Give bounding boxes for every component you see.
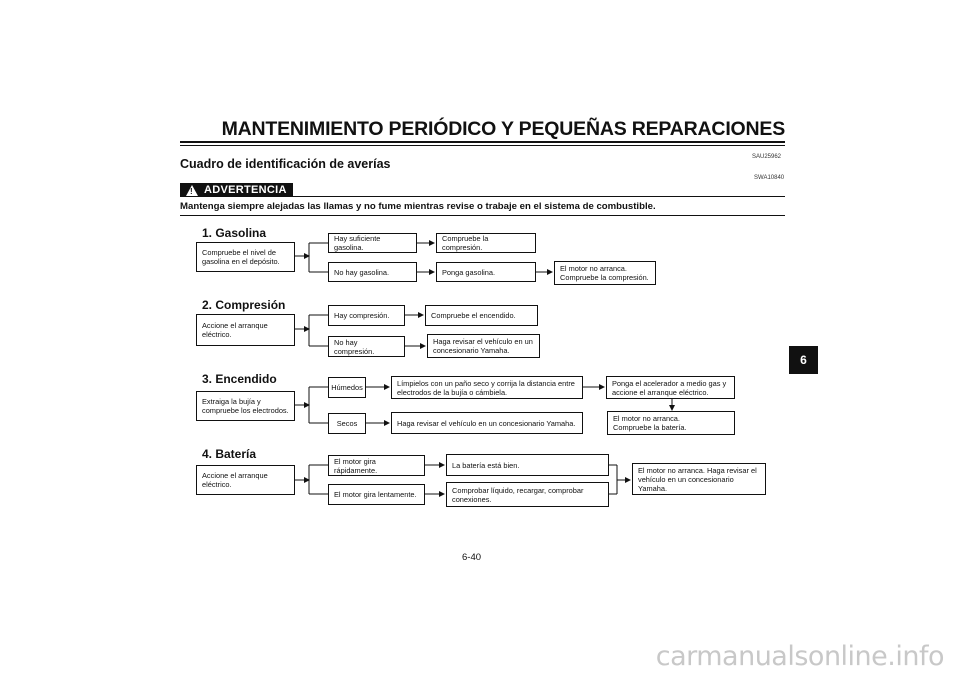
box-text: Hay compresión. <box>334 311 390 320</box>
box-no-compression <box>328 336 405 357</box>
box-engine-fast <box>328 455 425 476</box>
box-press-starter-battery <box>196 465 295 495</box>
box-check-fuel-level <box>196 242 295 272</box>
box-text: El motor no arranca. Compruebe la compresión. <box>560 264 649 282</box>
page-title: MANTENIMIENTO PERIÓDICO Y PEQUEÑAS REPARACIONES <box>221 118 785 140</box>
box-engine-no-start-fuel <box>554 261 656 285</box>
box-text: Compruebe la compresión. <box>442 234 489 252</box>
box-text: Accione el arranque eléctrico. <box>202 321 268 339</box>
box-text: Ponga el acelerador a medio gas y accione el arranque eléctrico. <box>612 378 727 397</box>
box-text: Ponga gasolina. <box>442 267 496 277</box>
box-text: Secos <box>336 419 358 428</box>
box-text: El motor gira rápidamente. <box>334 456 378 475</box>
page-number: 6-40 <box>462 552 482 563</box>
box-text: Extraiga la bujía y compruebe los electrodos. <box>202 397 289 415</box>
box-text: Hay suficiente gasolina. <box>334 234 381 252</box>
warning-code: SWA10840 <box>754 175 785 181</box>
box-text: Compruebe el nivel de gasolina en el depósito. <box>202 248 280 266</box>
box-text: Accione el arranque eléctrico. <box>202 471 268 489</box>
box-dealer-compression <box>427 334 540 358</box>
box-dry <box>328 413 366 434</box>
box-compression-ok <box>328 305 405 326</box>
box-check-compression <box>436 233 536 253</box>
section-code: SAU25962 <box>752 154 782 160</box>
exclamation-icon: ! <box>190 187 193 196</box>
heading-compresion: 2. Compresión <box>202 298 286 312</box>
box-engine-no-start-ignition <box>607 411 735 435</box>
warning-label: ADVERTENCIA <box>204 184 287 196</box>
box-text: Comprobar líquido, recargar, comprobar conexiones. <box>452 485 584 504</box>
box-text: El motor gira lentamente. <box>334 490 417 499</box>
box-battery-ok <box>446 454 609 476</box>
box-clean-electrodes <box>391 376 583 399</box>
box-remove-spark-plug <box>196 391 295 421</box>
box-no-fuel <box>328 262 417 282</box>
box-text: Compruebe el encendido. <box>431 311 516 320</box>
box-wet <box>328 377 366 398</box>
box-enough-fuel <box>328 233 417 253</box>
box-text: La batería está bien. <box>452 460 520 470</box>
box-text: Haga revisar el vehículo en un concesionario Yamaha. <box>433 337 533 355</box>
watermark: carmanualsonline.info <box>655 641 944 672</box>
box-check-battery <box>446 482 609 507</box>
box-engine-slow <box>328 484 425 505</box>
box-text: El motor no arranca. Haga revisar el vehículo en un concesionario Yamaha. <box>638 465 757 493</box>
box-dealer-ignition <box>391 412 583 434</box>
box-text: Límpielos con un paño seco y corrija la distancia entre electrodos de la bujía o cámbiela. <box>397 378 575 397</box>
box-text: No hay compresión. <box>334 337 375 356</box>
box-text: El motor no arranca. Compruebe la batería. <box>613 414 687 432</box>
box-press-starter <box>196 314 295 346</box>
box-text: No hay gasolina. <box>334 267 390 277</box>
box-engine-no-start-battery <box>632 463 766 495</box>
chapter-tab[interactable]: 6 <box>789 346 818 374</box>
box-half-throttle <box>606 376 735 399</box>
section-heading: Cuadro de identificación de averías <box>180 157 391 171</box>
box-add-fuel <box>436 262 536 282</box>
heading-encendido: 3. Encendido <box>202 372 277 386</box>
heading-gasolina: 1. Gasolina <box>202 226 267 240</box>
box-check-ignition <box>425 305 538 326</box>
warning-text: Mantenga siempre alejadas las llamas y no fume mientras revise o trabaje en el sistema de combustible. <box>180 201 656 212</box>
box-text: Húmedos <box>331 383 363 392</box>
box-text: Haga revisar el vehículo en un concesionario Yamaha. <box>397 418 576 428</box>
heading-bateria: 4. Batería <box>202 447 257 461</box>
